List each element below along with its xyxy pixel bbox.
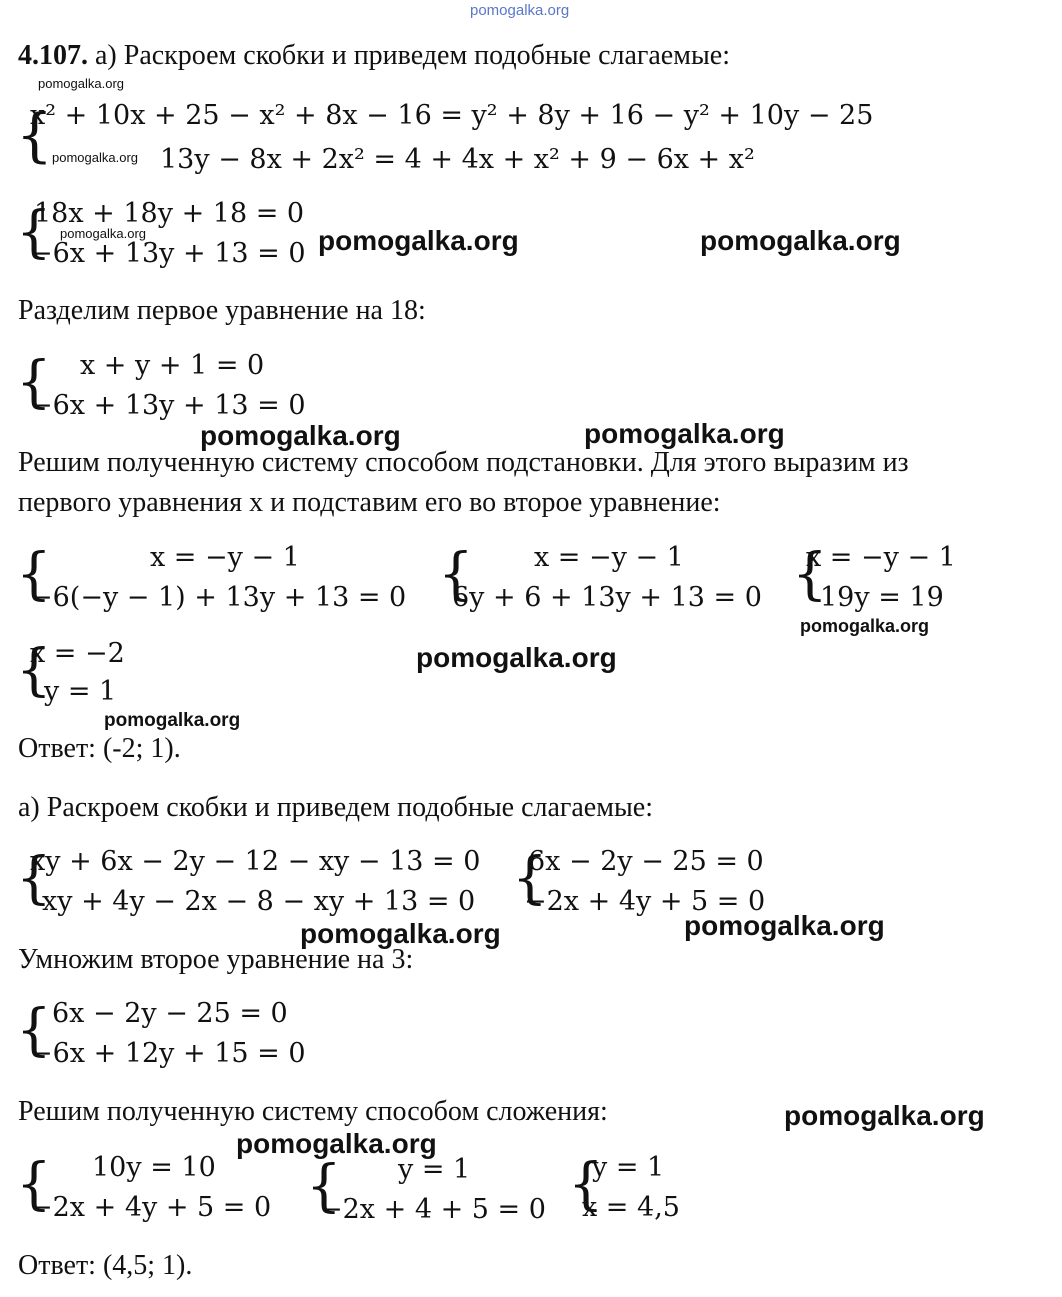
brace: {: [16, 638, 52, 703]
watermark-small: pomogalka.org: [38, 76, 124, 91]
watermark-small: pomogalka.org: [60, 226, 146, 241]
sys6-eq2: 19y = 19: [820, 582, 944, 613]
sys1-eq1: x² + 10x + 25 − x² + 8x − 16 = y² + 8y + 16 − y² + 10y − 25: [30, 100, 874, 131]
brace: {: [306, 1154, 342, 1219]
sys4-eq1: x = −y − 1: [150, 542, 300, 573]
brace: {: [568, 1152, 604, 1217]
part-a-intro: а) Раскроем скобки и приведем подобные слагаемые:: [95, 40, 730, 71]
sys5-eq2: 6y + 6 + 13y + 13 = 0: [452, 582, 762, 613]
watermark: pomogalka.org: [700, 225, 901, 256]
brace: {: [438, 542, 474, 607]
sys1-eq2: 13y − 8x + 2x² = 4 + 4x + x² + 9 − 6x + x²: [160, 144, 755, 175]
sys2-eq1: 18x + 18y + 18 = 0: [34, 198, 305, 229]
sys10-eq2: −6x + 12y + 15 = 0: [30, 1038, 306, 1069]
sys10-eq1: 6x − 2y − 25 = 0: [52, 998, 288, 1029]
sys3-eq1: x + y + 1 = 0: [80, 350, 265, 381]
sys12-eq2: −2x + 4 + 5 = 0: [320, 1194, 546, 1225]
brace: {: [16, 542, 52, 607]
sys4-eq2: −6(−y − 1) + 13y + 13 = 0: [30, 582, 407, 613]
problem-heading: [18, 40, 730, 72]
add-text: Решим полученную систему способом сложения:: [18, 1096, 608, 1127]
watermark: pomogalka.org: [784, 1100, 985, 1131]
sys7-eq2: y = 1: [44, 676, 117, 707]
answer-2: Ответ: (4,5; 1).: [18, 1250, 193, 1281]
sys9-eq1: 6x − 2y − 25 = 0: [528, 846, 764, 877]
watermark: pomogalka.org: [584, 418, 785, 449]
brace: {: [512, 846, 548, 911]
brace: {: [16, 200, 52, 265]
sys11-eq1: 10y = 10: [92, 1152, 216, 1183]
sys7-eq1: x = −2: [30, 638, 125, 669]
watermark-top: pomogalka.org: [470, 2, 570, 19]
sys6-eq1: x = −y − 1: [806, 542, 956, 573]
part-b-intro: а) Раскроем скобки и приведем подобные слагаемые:: [18, 792, 653, 823]
sys3-eq2: −6x + 13y + 13 = 0: [30, 390, 306, 421]
watermark: pomogalka.org: [104, 710, 241, 731]
watermark: pomogalka.org: [416, 642, 617, 673]
brace: {: [16, 1152, 52, 1217]
watermark: pomogalka.org: [236, 1128, 437, 1159]
sys8-eq2: xy + 4y − 2x − 8 − xy + 13 = 0: [42, 886, 476, 917]
sys9-eq2: −2x + 4y + 5 = 0: [524, 886, 766, 917]
watermark: pomogalka.org: [684, 910, 885, 941]
brace: {: [16, 846, 52, 911]
sys11-eq2: −2x + 4y + 5 = 0: [30, 1192, 272, 1223]
sys12-eq1: y = 1: [398, 1154, 471, 1185]
watermark: pomogalka.org: [800, 616, 930, 636]
sys2-eq2: −6x + 13y + 13 = 0: [30, 238, 306, 269]
brace: {: [16, 101, 53, 169]
problem-number: 4.107.: [18, 40, 88, 71]
sys13-eq1: y = 1: [592, 1152, 665, 1183]
divide-text: Разделим первое уравнение на 18:: [18, 295, 426, 326]
brace: {: [16, 350, 52, 415]
subst-text-2: первого уравнения x и подставим его во второе уравнение:: [18, 487, 721, 518]
sys13-eq2: x = 4,5: [582, 1192, 680, 1223]
brace: {: [16, 998, 52, 1063]
multiply-text: Умножим второе уравнение на 3:: [18, 944, 414, 975]
watermark: pomogalka.org: [200, 420, 401, 451]
brace: {: [792, 542, 828, 607]
watermark: pomogalka.org: [318, 225, 519, 256]
answer-1: Ответ: (-2; 1).: [18, 733, 181, 764]
sys8-eq1: xy + 6x − 2y − 12 − xy − 13 = 0: [30, 846, 481, 877]
subst-text-1: Решим полученную систему способом подстановки. Для этого выразим из: [18, 447, 909, 478]
watermark: pomogalka.org: [300, 918, 501, 949]
sys5-eq1: x = −y − 1: [534, 542, 684, 573]
watermark-small: pomogalka.org: [52, 150, 138, 165]
